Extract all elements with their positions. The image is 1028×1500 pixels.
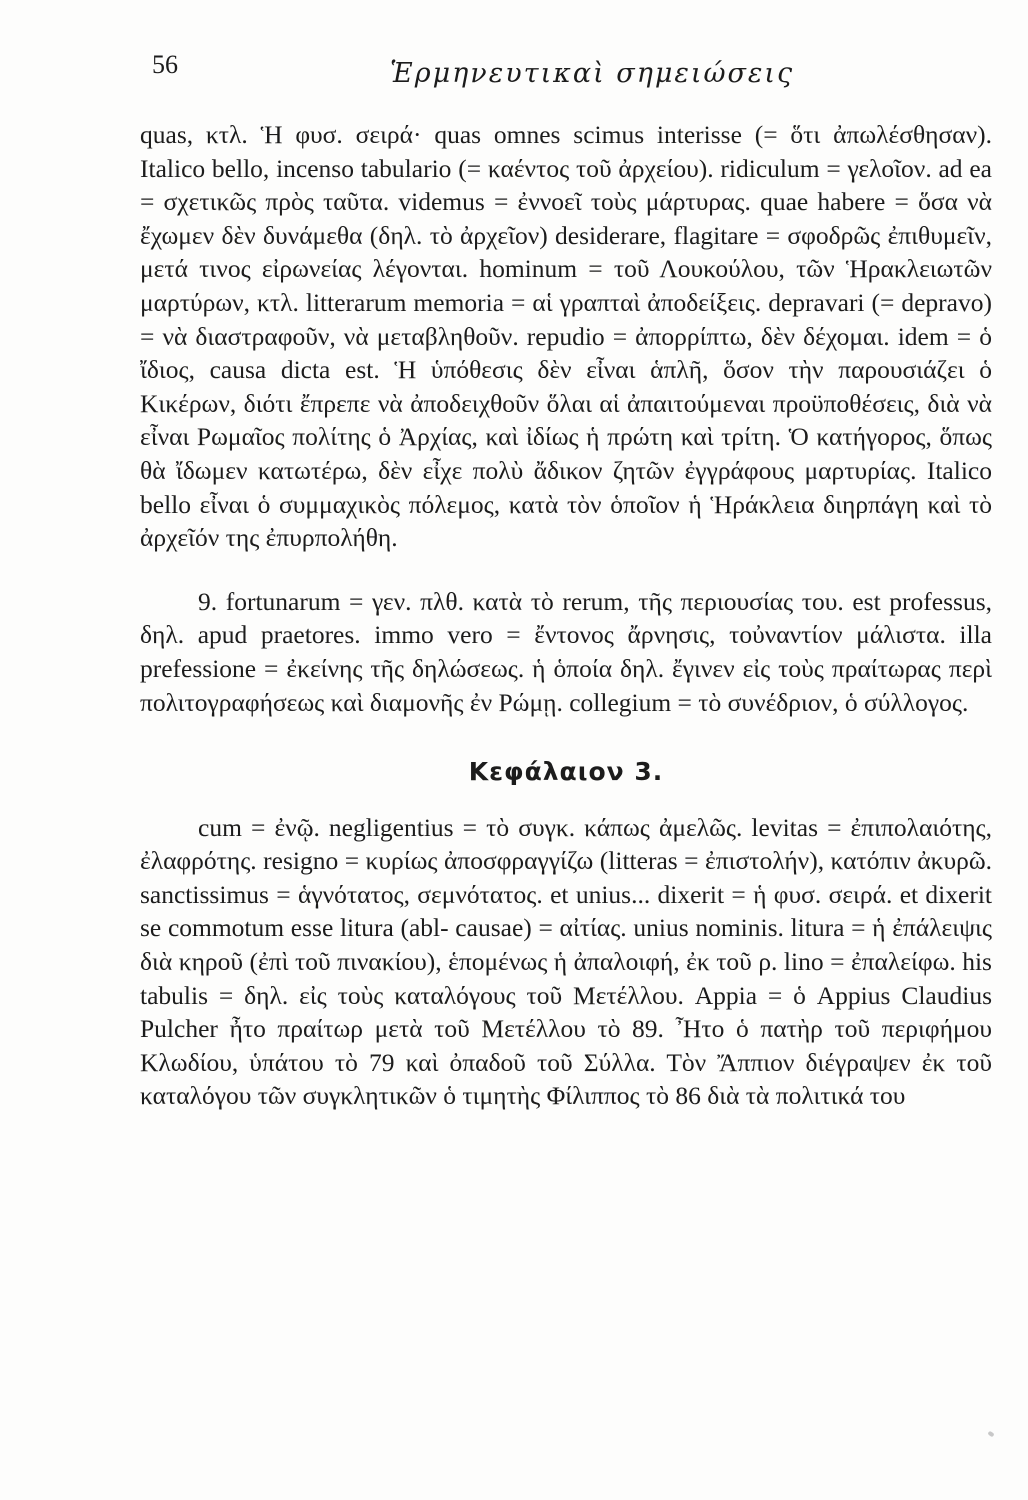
paragraph-chapter-3: cum = ἐνῷ. negligentius = τὸ συγκ. κάπως ἀμελῶς. levitas = ἐπιπολαιότης, ἐλαφρότης. resigno = κυρίως ἀποσφραγγίζω (litteras = ἐπιστολήν), κατόπιν ἀκυρῶ. sanctissimus = ἁγνότατος, σεμνότατος. et unius... dixerit = ἡ φυσ. σειρά. et dixerit se commotum esse litura (abl- causae) = αἰτίας. unius nominis. litura = ἡ ἐπάλειψις διὰ κηροῦ (ἐπὶ τοῦ πινακίου), ἑπομένως ἡ ἀπαλοιφή, ἐκ τοῦ ρ. lino = ἐπαλείφω. his tabulis = δηλ. εἰς τοὺς καταλόγους τοῦ Μετέλλου. Appia = ὁ Appius Claudius Pulcher ἦτο πραίτωρ μετὰ τοῦ Μετέλλου τὸ 89. Ἦτο ὁ πατὴρ τοῦ περιφήμου Κλωδίου, ὑπάτου τὸ 79 καὶ ὀπαδοῦ τοῦ Σύλλα. Τὸν Ἄππιον διέγραψεν ἐκ τοῦ καταλόγου τῶν συγκλητικῶν ὁ τιμητὴς Φίλιππος τὸ 86 διὰ τὰ πολιτικά του [140, 812, 992, 1111]
paragraph-section-9: 9. fortunarum = γεν. πλθ. κατὰ τὸ rerum, τῆς περιουσίας του. est professus, δηλ. apud praetores. immo vero = ἔντονος ἄρνησις, τοὐναντίον μάλιστα. illa prefessione = ἐκείνης τῆς δηλώσεως. ἡ ὁποία δηλ. ἔγινεν εἰς τοὺς πραίτωρας περὶ πολιτογραφήσεως καὶ διαμονῆς ἐν Ρώμῃ. collegium = τὸ συνέδριον, ὁ σύλλογος. [140, 586, 992, 717]
running-title: Ἑρμηνευτικαὶ σημειώσεις [390, 58, 795, 89]
scan-speck [987, 1431, 994, 1438]
paragraph-quas: quas, κτλ. Ἡ φυσ. σειρά· quas omnes scimus interisse (= ὅτι ἀπωλέσθησαν). Italico bello, incenso tabulario (= καέντος τοῦ ἀρχείου). ridiculum = γελοῖον. ad ea = σχετικῶς πρὸς ταῦτα. videmus = ἐννοεῖ τοὺς μάρτυρας. quae habere = ὅσα νὰ ἔχωμεν δὲν δυνάμεθα (δηλ. τὸ ἀρχεῖον) desiderare, flagitare = σφοδρῶς ἐπιθυμεῖν, μετά τινος εἰρωνείας λέγονται. hominum = τοῦ Λουκούλου, τῶν Ἡρακλειωτῶν μαρτύρων, κτλ. litterarum memoria = αἱ γραπταὶ ἀποδείξεις. depravari (= depravo) = νὰ διαστραφοῦν, νὰ μεταβληθοῦν. repudio = ἀπορρίπτω, δὲν δέχομαι. idem = ὁ ἴδιος, causa dicta est. Ἡ ὑπόθεσις δὲν εἶναι ἁπλῆ, ὅσον τὴν παρουσιάζει ὁ Κικέρων, διότι ἔπρεπε νὰ ἀποδειχθοῦν ὅλαι αἱ ἀπαιτούμεναι προϋποθέσεις, διὰ νὰ εἶναι Ρωμαῖος πολίτης ὁ Ἀρχίας, καὶ ἰδίως ἡ πρώτη καὶ τρίτη. Ὁ κατήγορος, ὅπως θὰ ἴδωμεν κατωτέρω, δὲν εἶχε πολὺ ἄδικον ζητῶν ἐγγράφους μαρτυρίας. Italico bello εἶναι ὁ συμμαχικὸς πόλεμος, κατὰ τὸν ὁποῖον ἡ Ἡράκλεια διηρπάγη καὶ τὸ ἀρχεῖόν της ἐπυρπολήθη. [140, 120, 992, 553]
chapter-heading: Κεφάλαιον 3. [468, 757, 664, 787]
page-number: 56 [152, 50, 178, 79]
body-text [140, 118, 992, 1113]
page-header [140, 46, 990, 90]
